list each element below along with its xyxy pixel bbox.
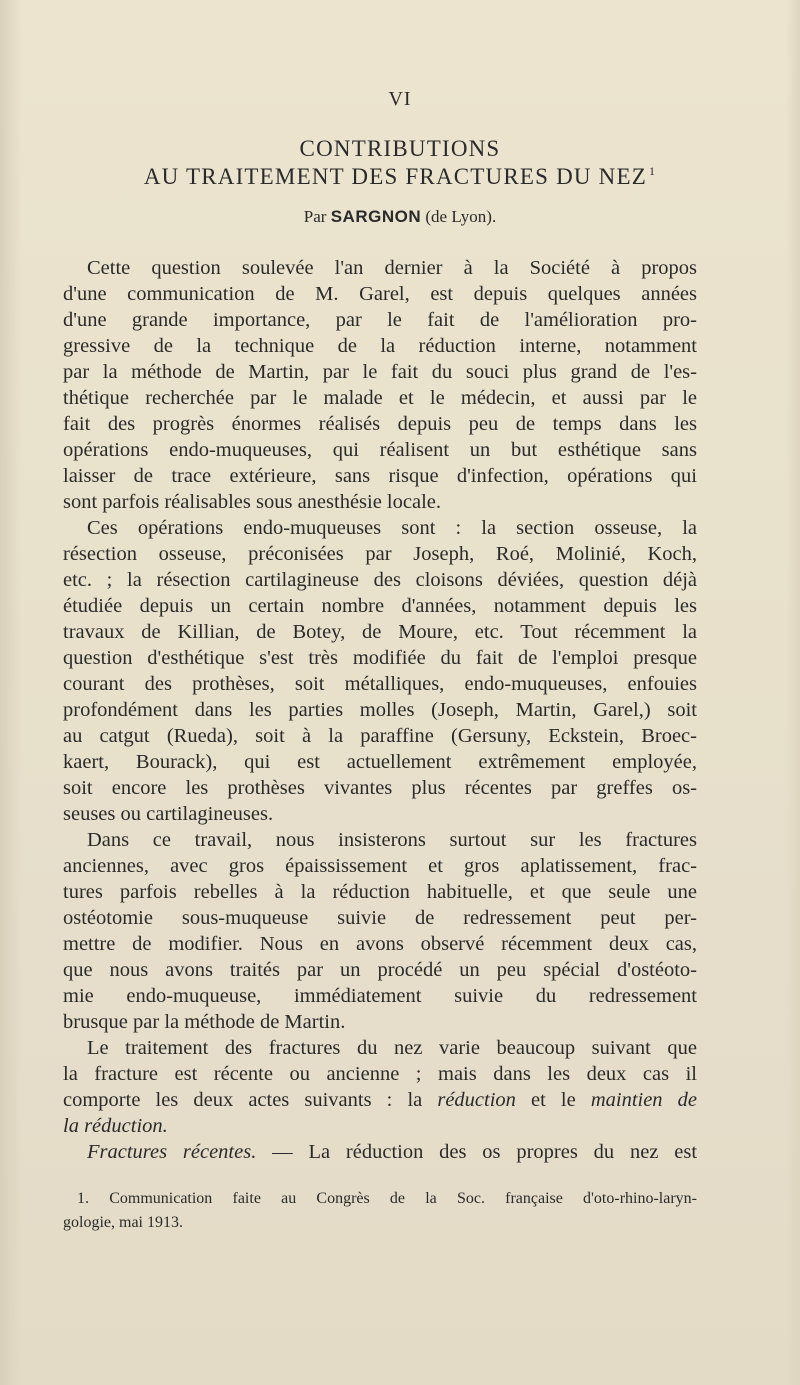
paragraph-1-line: Cette question soulevée l'an dernier à la Société à propos — [87, 257, 697, 279]
section-heading-line — [87, 1139, 697, 1165]
footnote-line: gologie, mai 1913. — [63, 1214, 183, 1231]
paragraph-1-line: gressive de la technique de la réduction interne, notamment — [63, 335, 697, 357]
author-name: SARGNON — [330, 207, 422, 226]
text-run: — La réduction des os propres du nez est — [272, 1141, 698, 1163]
text-run: et le — [531, 1089, 576, 1111]
paragraph-4-line — [63, 1113, 697, 1139]
paragraph-1-line: par la méthode de Martin, par le fait du souci plus grand de l'es- — [63, 361, 697, 383]
footnote-text: Communication faite au Congrès de la Soc. française d'oto-rhino-laryn- — [109, 1190, 698, 1207]
byline — [0, 207, 800, 227]
paragraph-3-line: Dans ce travail, nous insisterons surtout sur les fractures — [87, 829, 697, 851]
paragraph-4-line: Le traitement des fractures du nez varie beaucoup suivant que — [87, 1037, 697, 1059]
paragraph-2-line: étudiée depuis un certain nombre d'années, notamment depuis les — [63, 595, 697, 617]
paragraph-1-line: d'une grande importance, par le fait de l'amélioration pro- — [63, 309, 697, 331]
paragraph-4-line — [63, 1087, 697, 1113]
footnote-line — [77, 1187, 697, 1211]
paragraph-4-line: la fracture est récente ou ancienne ; mais dans les deux cas il — [63, 1063, 697, 1085]
byline-prefix: Par — [303, 207, 327, 226]
paragraph-2-line: Ces opérations endo-muqueuses sont : la section osseuse, la — [87, 517, 697, 539]
paragraph-1-line: thétique recherchée par le malade et le médecin, et aussi par le — [63, 387, 697, 409]
paragraph-2-line: résection osseuse, préconisées par Joseph, Roé, Molinié, Koch, — [63, 543, 697, 565]
paragraph-2-line: question d'esthétique s'est très modifiée du fait de l'emploi presque — [63, 647, 697, 669]
italic-term: la réduction. — [63, 1115, 168, 1137]
paragraph-2-line: kaert, Bourack), qui est actuellement extrêmement employée, — [63, 751, 697, 773]
paragraph-1-line: d'une communication de M. Garel, est depuis quelques années — [63, 283, 697, 305]
paragraph-1-line: sont parfois réalisables sous anesthésie locale. — [63, 491, 441, 513]
paragraph-2-line: seuses ou cartilagineuses. — [63, 803, 274, 825]
paragraph-1-line: opérations endo-muqueuses, qui réalisent un but esthétique sans — [63, 439, 697, 461]
author-affiliation: (de Lyon). — [425, 207, 497, 226]
footnote-reference: 1 — [648, 164, 657, 178]
paragraph-2-line: soit encore les prothèses vivantes plus récentes par greffes os- — [63, 777, 697, 799]
paragraph-3-line: ostéotomie sous-muqueuse suivie de redressement peut per- — [63, 907, 697, 929]
paragraph-1-line: fait des progrès énormes réalisés depuis peu de temps dans les — [63, 413, 697, 435]
paragraph-3-line: brusque par la méthode de Martin. — [63, 1011, 346, 1033]
paragraph-3-line: tures parfois rebelles à la réduction habituelle, et que seule une — [63, 881, 697, 903]
paragraph-1-line: laisser de trace extérieure, sans risque d'infection, opérations qui — [63, 465, 697, 487]
paragraph-2-line: travaux de Killian, de Botey, de Moure, etc. Tout récemment la — [63, 621, 697, 643]
footnote-number: 1. — [77, 1190, 89, 1207]
article-title-text: AU TRAITEMENT DES FRACTURES DU NEZ — [143, 164, 647, 189]
paragraph-3-line: anciennes, avec gros épaississement et gros aplatissement, frac- — [63, 855, 697, 877]
paragraph-3-line: mie endo-muqueuse, immédiatement suivie du redressement — [63, 985, 697, 1007]
text-run: comporte les deux actes suivants : la — [63, 1089, 423, 1111]
article-title-line-1: CONTRIBUTIONS — [299, 136, 501, 161]
paragraph-2-line: etc. ; la résection cartilagineuse des cloisons déviées, question déjà — [63, 569, 697, 591]
chapter-number: VI — [388, 88, 412, 110]
italic-term: réduction — [437, 1089, 516, 1111]
paragraph-2-line: profondément dans les parties molles (Joseph, Martin, Garel,) soit — [63, 699, 697, 721]
paragraph-2-line: courant des prothèses, soit métalliques, endo-muqueuses, enfouies — [63, 673, 697, 695]
article-title-line-2 — [0, 164, 800, 190]
paragraph-2-line: au catgut (Rueda), soit à la paraffine (Gersuny, Eckstein, Broec- — [63, 725, 697, 747]
paragraph-3-line: que nous avons traités par un procédé un peu spécial d'ostéoto- — [63, 959, 697, 981]
section-heading: Fractures récentes. — [87, 1141, 257, 1163]
paragraph-3-line: mettre de modifier. Nous en avons observé récemment deux cas, — [63, 933, 697, 955]
italic-term: maintien de — [590, 1089, 697, 1111]
